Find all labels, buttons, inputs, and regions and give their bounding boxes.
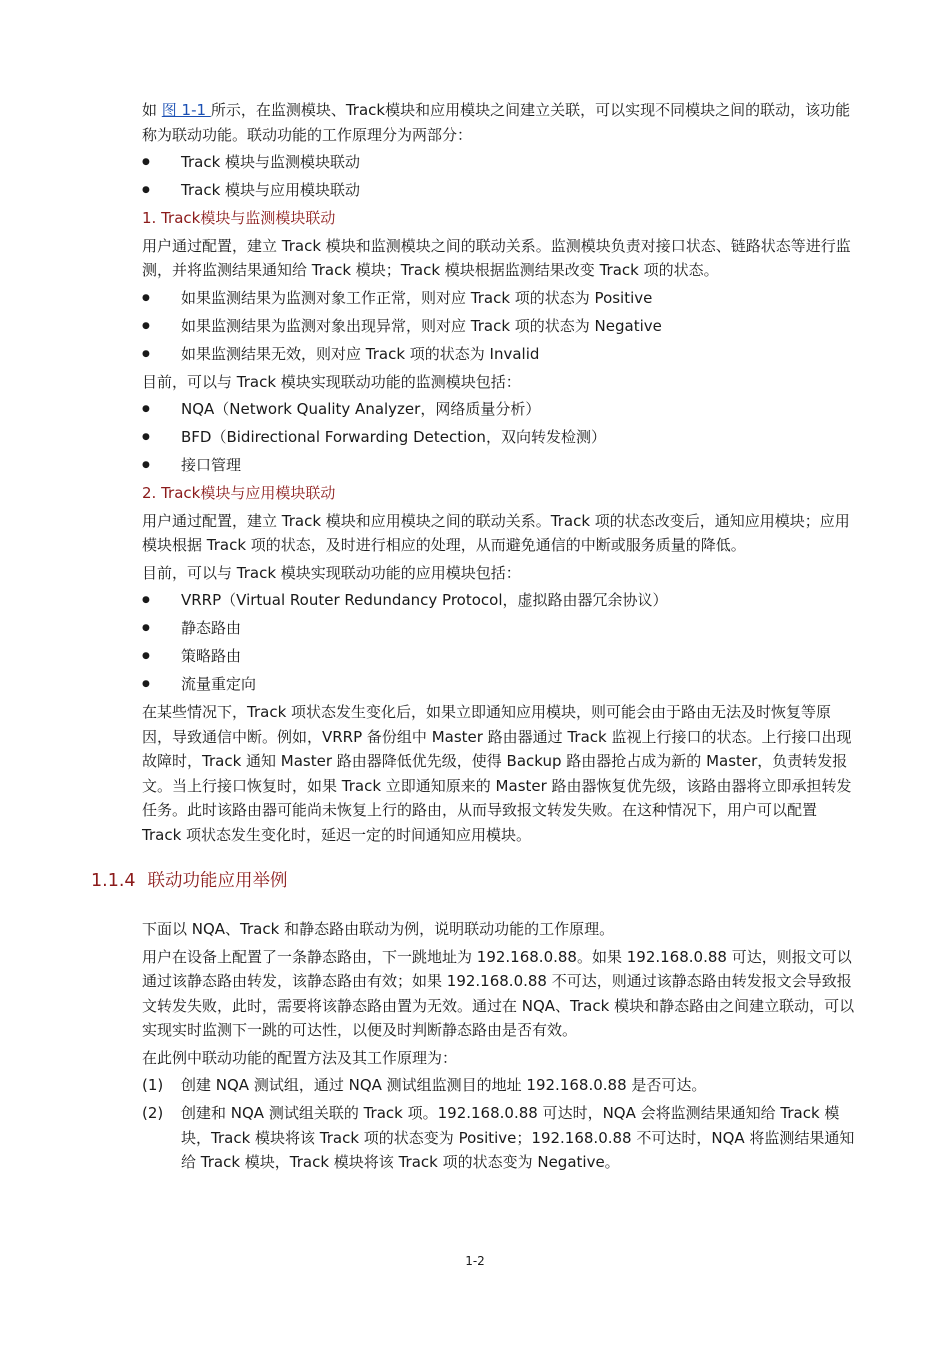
- paragraph: 目前，可以与 Track 模块实现联动功能的监测模块包括：: [142, 372, 521, 391]
- section-heading: [91, 867, 809, 895]
- intro-prefix: 如: [142, 101, 162, 119]
- intro-paragraph: [142, 98, 860, 147]
- step-text: 创建和 NQA 测试组关联的 Track 项。192.168.0.88 可达时，NQA 会将监测结果通知给 Track 模块，Track 模块将该 Track 项的状态变为 Positive；192.168.0.88 不可达时，NQA 将监测结果通知给 Track 模块，Track 模块将该 Track 项的状态变为 Negative。: [181, 1104, 855, 1171]
- step-item: [142, 1073, 860, 1098]
- paragraph: 下面以 NQA、Track 和静态路由联动为例，说明联动功能的工作原理。: [142, 920, 615, 938]
- intro-bullet-list: [142, 150, 860, 203]
- step-list: [142, 1073, 860, 1175]
- list-item: ● 接口管理: [142, 453, 860, 478]
- step-number: (1): [142, 1076, 164, 1094]
- monitor-module-list: [142, 397, 860, 478]
- figure-link[interactable]: 图 1-1: [161, 101, 211, 119]
- section-number: 1.1.4: [91, 871, 136, 891]
- step-number: (2): [142, 1104, 164, 1122]
- intro-text: 所示，在监测模块、Track模块和应用模块之间建立关联，可以实现不同模块之间的联动，该功能称为联动功能。联动功能的工作原理分为两部分：: [142, 101, 851, 144]
- list-item: ● 静态路由: [142, 616, 860, 641]
- page-content: [91, 98, 860, 1178]
- list-item: ● 如果监测结果为监测对象出现异常，则对应 Track 项的状态为 Negative: [142, 314, 860, 339]
- step-text: 创建 NQA 测试组，通过 NQA 测试组监测目的地址 192.168.0.88 是否可达。: [181, 1076, 707, 1094]
- paragraph: 用户通过配置，建立 Track 模块和监测模块之间的联动关系。监测模块负责对接口状态、链路状态等进行监测，并将监测结果通知给 Track 模块；Track 模块根据监测结果改变 Track 项的状态。: [142, 236, 851, 279]
- list-item: ● Track 模块与监测模块联动: [142, 150, 860, 175]
- list-item: ● Track 模块与应用模块联动: [142, 178, 860, 203]
- page-number: 1-2: [465, 1254, 485, 1268]
- list-item: ● 流量重定向: [142, 672, 860, 697]
- list-item: ● 如果监测结果为监测对象工作正常，则对应 Track 项的状态为 Positive: [142, 286, 860, 311]
- paragraph: 在某些情况下，Track 项状态发生变化后，如果立即通知应用模块，则可能会由于路由无法及时恢复等原因，导致通信中断。例如，VRRP 备份组中 Master 路由器通过 Track 监视上行接口的状态。上行接口出现故障时，Track 通知 Master 路由器降低优先级，使得 Backup 路由器抢占成为新的 Master，负责转发报文。当上行接口恢复时，如果 Track 立即通知原来的 Master 路由器恢复优先级，该路由器将立即承担转发任务。此时该路由器可能尚未恢复上行的路由，从而导致报文转发失败。在这种情况下，用户可以配置 Track 项状态发生变化时，延迟一定的时间通知应用模块。: [142, 703, 852, 844]
- list-item: ● 策略路由: [142, 644, 860, 669]
- list-item: ● NQA（Network Quality Analyzer，网络质量分析）: [142, 397, 860, 422]
- list-item: ● 如果监测结果无效，则对应 Track 项的状态为 Invalid: [142, 342, 860, 367]
- subheading-track-monitor: 1. Track模块与监测模块联动: [142, 209, 336, 227]
- list-item: ● VRRP（Virtual Router Redundancy Protocol，虚拟路由器冗余协议）: [142, 588, 860, 613]
- step-item: [142, 1101, 860, 1175]
- paragraph: 用户在设备上配置了一条静态路由，下一跳地址为 192.168.0.88。如果 192.168.0.88 可达，则报文可以通过该静态路由转发，该静态路由有效；如果 192.168.0.88 不可达，则通过该静态路由转发报文会导致报文转发失败，此时，需要将该静态路由置为无效。通过在 NQA、Track 模块和静态路由之间建立联动，可以实现实时监测下一跳的可达性，以便及时判断静态路由是否有效。: [142, 947, 855, 1039]
- application-module-list: [142, 588, 860, 697]
- paragraph: 在此例中联动功能的配置方法及其工作原理为：: [142, 1048, 458, 1067]
- monitor-status-list: [142, 286, 860, 367]
- paragraph: 用户通过配置，建立 Track 模块和应用模块之间的联动关系。Track 项的状态改变后，通知应用模块；应用模块根据 Track 项的状态，及时进行相应的处理，从而避免通信的中断或服务质量的降低。: [142, 511, 850, 554]
- list-item: ● BFD（Bidirectional Forwarding Detection，双向转发检测）: [142, 425, 860, 450]
- subheading-track-application: 2. Track模块与应用模块联动: [142, 484, 336, 502]
- paragraph: 目前，可以与 Track 模块实现联动功能的应用模块包括：: [142, 563, 521, 582]
- section-title: 联动功能应用举例: [147, 871, 288, 891]
